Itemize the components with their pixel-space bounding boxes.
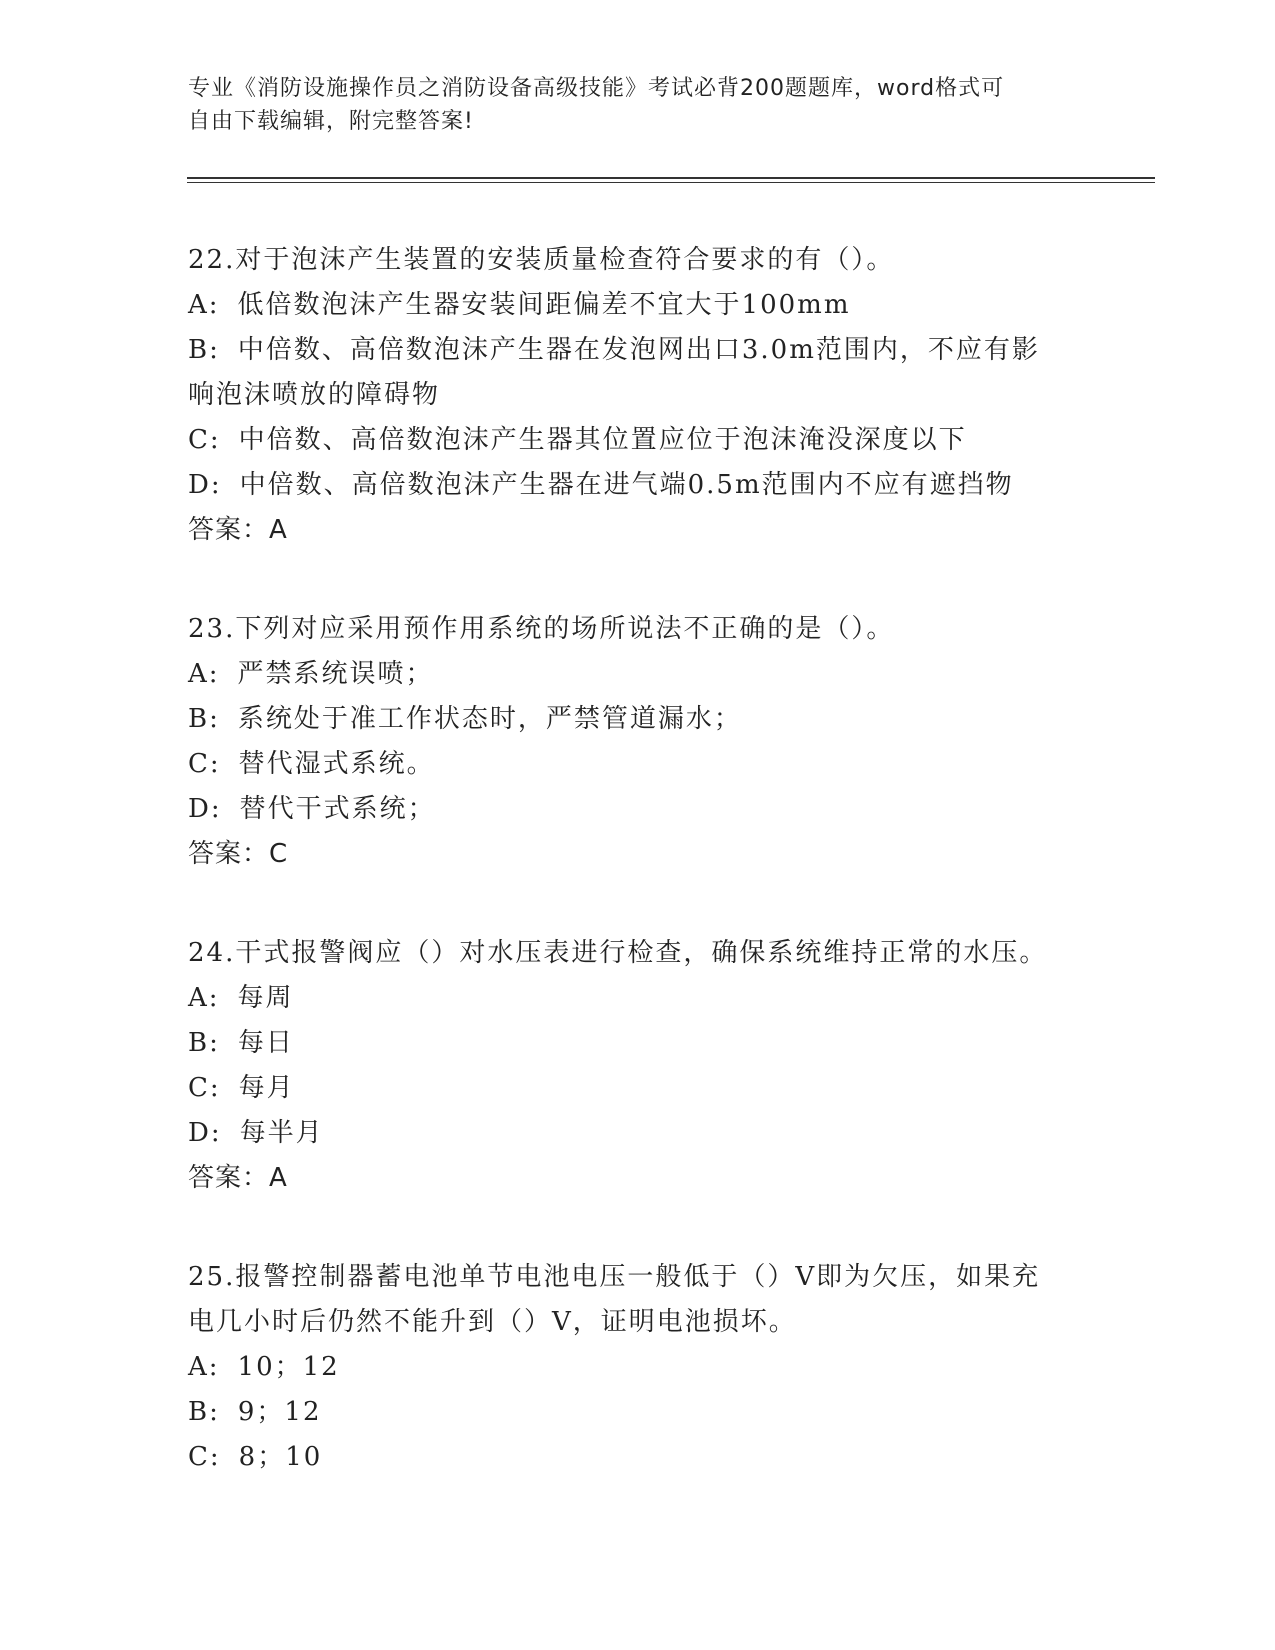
answer-option [188, 1066, 1088, 1111]
option-key: C: [188, 749, 221, 779]
option-key: D: [188, 1118, 222, 1148]
option-text: 中倍数、高倍数泡沫产生器在发泡网出口3.0m范围内，不应有影 [237, 335, 1040, 365]
option-text: 替代干式系统； [239, 794, 436, 824]
option-key: A: [188, 659, 220, 689]
option-key: C: [188, 1442, 221, 1472]
answer-option: 响泡沫喷放的障碍物 [188, 380, 441, 410]
answer-option [188, 418, 1088, 463]
header-title-line-2: 自由下载编辑，附完整答案! [188, 109, 474, 134]
option-text: 9；12 [237, 1397, 322, 1427]
option-text: 替代湿式系统。 [238, 749, 435, 779]
answer-option [188, 697, 1088, 742]
answer-option [188, 463, 1088, 508]
option-key: C: [188, 425, 221, 455]
question-stem: 22.对于泡沫产生装置的安装质量检查符合要求的有（）。 [188, 245, 895, 275]
option-key: A: [188, 983, 220, 1013]
answer-option [188, 742, 1088, 787]
question-list [188, 238, 1088, 1534]
answer-option [188, 1435, 1088, 1480]
option-key: A: [188, 290, 220, 320]
option-text: 每月 [238, 1073, 295, 1103]
answer-option [188, 328, 1088, 373]
answer-option [188, 976, 1088, 1021]
document-header [188, 72, 1088, 138]
option-text: 中倍数、高倍数泡沫产生器在进气端0.5m范围内不应有遮挡物 [239, 470, 1014, 500]
question-stem: 电几小时后仍然不能升到（）V，证明电池损坏。 [188, 1307, 797, 1337]
option-key: D: [188, 794, 222, 824]
option-text: 每半月 [239, 1118, 324, 1148]
option-key: D: [188, 470, 222, 500]
option-key: A: [188, 1352, 220, 1382]
question-block [188, 931, 1088, 1201]
answer-option [188, 1021, 1088, 1066]
answer-option [188, 283, 1088, 328]
header-title-line-1: 专业《消防设施操作员之消防设备高级技能》考试必背200题题库，word格式可 [188, 76, 1005, 101]
option-text: 严禁系统误喷； [237, 659, 434, 689]
option-text: 10；12 [237, 1352, 340, 1382]
question-stem: 23.下列对应采用预作用系统的场所说法不正确的是（）。 [188, 614, 895, 644]
option-text: 中倍数、高倍数泡沫产生器其位置应位于泡沫淹没深度以下 [238, 425, 967, 455]
answer-key: 答案：C [188, 839, 289, 869]
answer-option [188, 1345, 1088, 1390]
answer-option [188, 1111, 1088, 1156]
option-key: B: [188, 704, 220, 734]
question-block [188, 238, 1088, 553]
option-text: 每日 [237, 1028, 294, 1058]
answer-option [188, 787, 1088, 832]
answer-option [188, 1390, 1088, 1435]
question-stem: 25.报警控制器蓄电池单节电池电压一般低于（）V即为欠压，如果充 [188, 1262, 1041, 1292]
answer-key: 答案：A [188, 515, 288, 545]
option-text: 低倍数泡沫产生器安装间距偏差不宜大于100mm [237, 290, 851, 320]
question-stem: 24.干式报警阀应（）对水压表进行检查，确保系统维持正常的水压。 [188, 938, 1048, 968]
question-block [188, 1255, 1088, 1480]
header-divider-thick [187, 177, 1155, 179]
question-block [188, 607, 1088, 877]
option-text: 系统处于准工作状态时，严禁管道漏水； [237, 704, 742, 734]
answer-key: 答案：A [188, 1163, 288, 1193]
option-text: 8；10 [238, 1442, 323, 1472]
option-key: B: [188, 335, 220, 365]
option-text: 每周 [237, 983, 294, 1013]
header-divider-thin [187, 182, 1155, 183]
answer-option [188, 652, 1088, 697]
option-key: C: [188, 1073, 221, 1103]
option-key: B: [188, 1028, 220, 1058]
option-key: B: [188, 1397, 220, 1427]
